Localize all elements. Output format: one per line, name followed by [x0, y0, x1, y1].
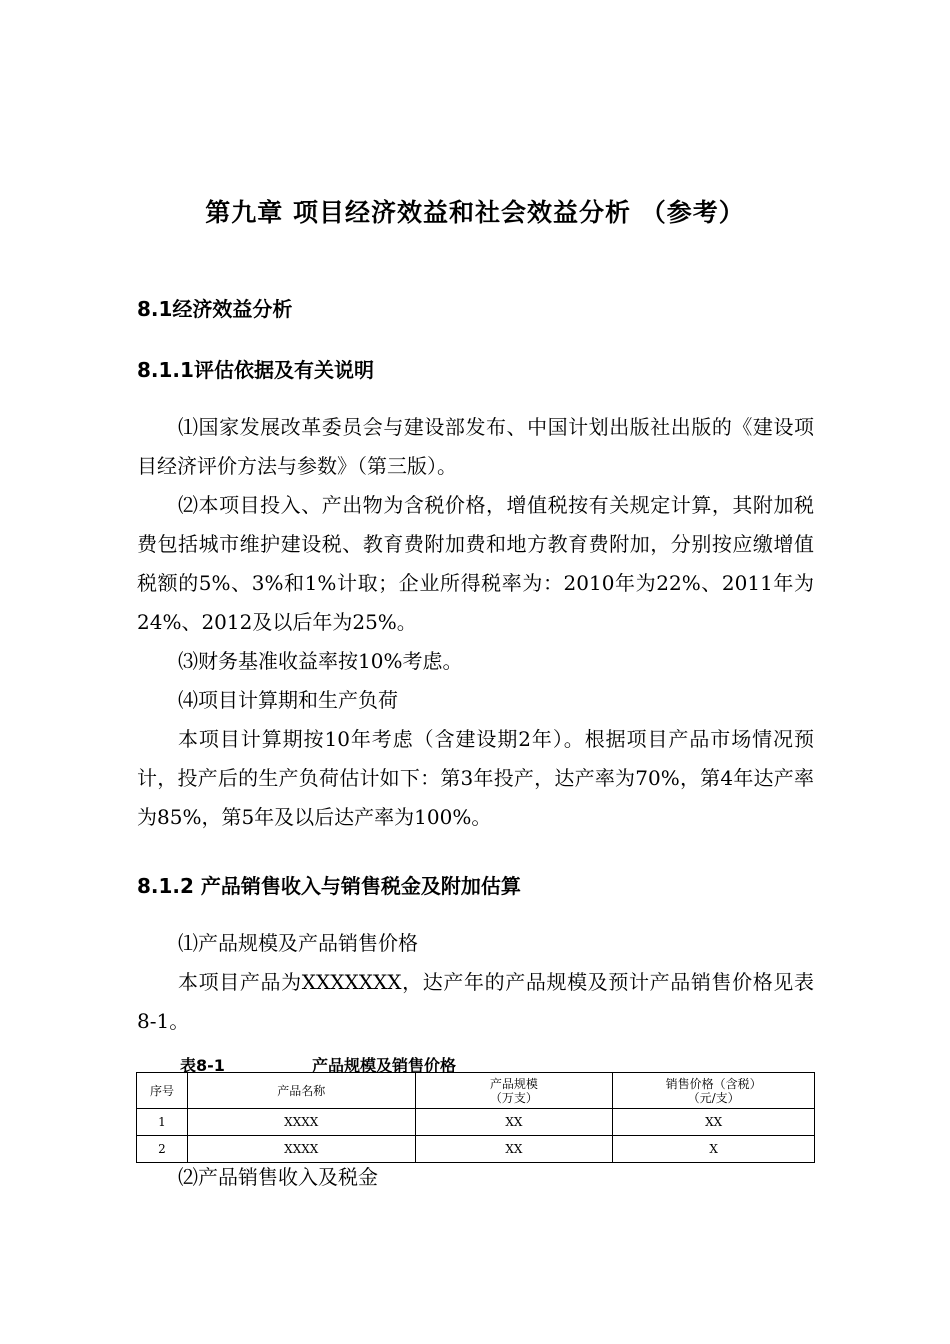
header-product-scale: 产品规模 （万支）: [415, 1073, 613, 1109]
product-price-table: [136, 1072, 815, 1163]
paragraph-calculation-period: 本项目计算期按10年考虑（含建设期2年）。根据项目产品市场情况预计，投产后的生产负荷估计如下：第3年投产，达产率为70%，第4年达产率为85%，第5年及以后达产率为100%。: [137, 727, 814, 829]
section-heading-8-1-2: 8.1.2 产品销售收入与销售税金及附加估算: [137, 874, 521, 898]
table-row: [137, 1109, 815, 1136]
paragraph-basis-4: ⑷项目计算期和生产负荷: [178, 688, 398, 712]
table-caption-title: 产品规模及销售价格: [312, 1056, 457, 1075]
paragraph-product-scale: ⑴产品规模及产品销售价格: [178, 931, 418, 955]
cell-product-name: XXXX: [187, 1109, 415, 1136]
section-heading-8-1-1: 8.1.1评估依据及有关说明: [137, 358, 374, 382]
paragraph-sales-revenue: ⑵产品销售收入及税金: [178, 1165, 378, 1189]
header-product-name: 产品名称: [187, 1073, 415, 1109]
cell-product-scale: XX: [415, 1109, 613, 1136]
cell-sale-price: X: [613, 1136, 815, 1163]
paragraph-basis-1: ⑴国家发展改革委员会与建设部发布、中国计划出版社出版的《建设项目经济评价方法与参数》（第三版）。: [137, 415, 814, 478]
table-caption-number: 表8-1: [180, 1056, 225, 1075]
chapter-title: 第九章 项目经济效益和社会效益分析 （参考）: [205, 198, 745, 227]
paragraph-product-intro: 本项目产品为XXXXXXX，达产年的产品规模及预计产品销售价格见表8-1。: [137, 970, 814, 1033]
table-header-row: [137, 1073, 815, 1109]
cell-product-scale: XX: [415, 1136, 613, 1163]
section-heading-8-1: 8.1经济效益分析: [137, 297, 293, 321]
header-sale-price: 销售价格（含税） （元/支）: [613, 1073, 815, 1109]
cell-product-name: XXXX: [187, 1136, 415, 1163]
cell-sale-price: XX: [613, 1109, 815, 1136]
header-serial: 序号: [137, 1073, 188, 1109]
cell-serial: 2: [137, 1136, 188, 1163]
paragraph-basis-2: ⑵本项目投入、产出物为含税价格，增值税按有关规定计算，其附加税费包括城市维护建设税、教育费附加费和地方教育费附加，分别按应缴增值税额的5%、3%和1%计取；企业所得税率为：2010年为22%、2011年为24%、2012及以后年为25%。: [137, 493, 814, 634]
cell-serial: 1: [137, 1109, 188, 1136]
paragraph-basis-3: ⑶财务基准收益率按10%考虑。: [178, 649, 463, 673]
